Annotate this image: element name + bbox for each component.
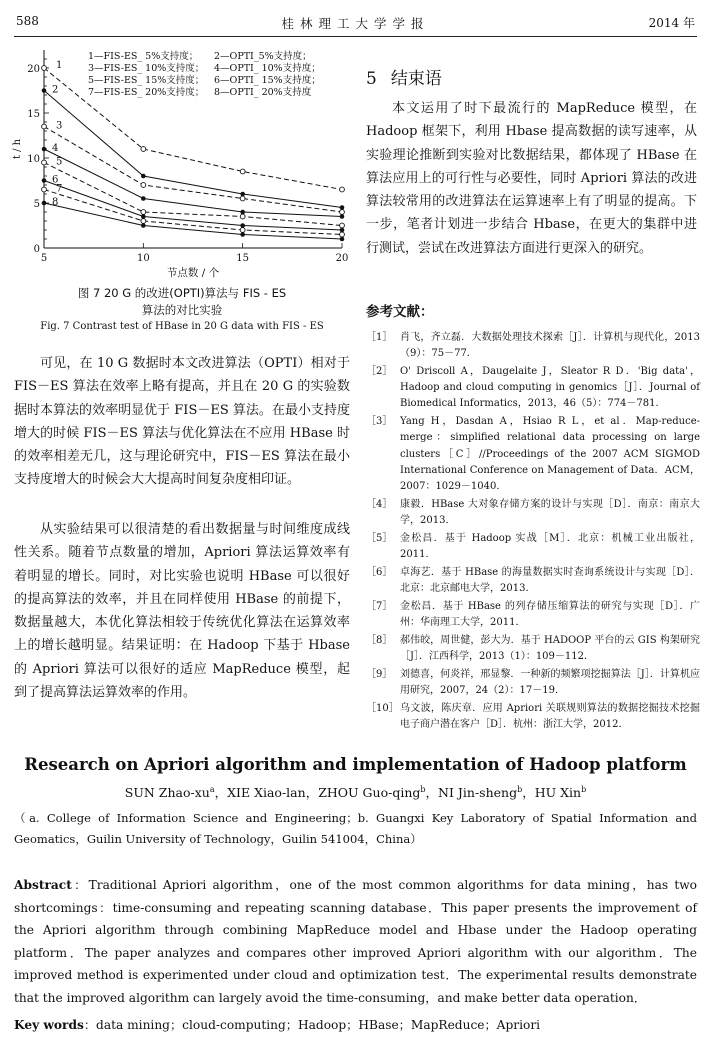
data-point	[141, 223, 146, 228]
y-axis-label: t / h	[12, 138, 23, 160]
section-heading	[366, 64, 456, 89]
data-point	[141, 174, 146, 179]
abstract-text: Traditional Apriori algorithm，one of the most common algorithms for data mining，has two shortcomings：time-consuming and repeating scanning database．This paper presents the improvement of the Apriori algorithm through combining MapReduce model and Hbase under the Hadoop operating platform．The paper analyzes and compares other improved Apriori algorithm with our algorithm．The improved method is experimented under cloud and optimization test．The experimental results demonstrate that the improved algorithm can largely avoid the time-consuming，and make better data operation．	[14, 878, 698, 1005]
data-point	[42, 187, 47, 192]
data-point	[141, 196, 146, 201]
series-label: 3	[56, 120, 63, 132]
reference-number: ［7］	[366, 600, 393, 612]
section-title: 结束语	[390, 69, 442, 89]
keywords-colon: ：	[83, 1018, 97, 1032]
abstract	[14, 874, 697, 1009]
reference-item	[366, 667, 700, 699]
keywords	[14, 1016, 697, 1033]
series-label: 4	[52, 143, 59, 154]
data-point	[240, 169, 245, 174]
series-label: 5	[56, 156, 63, 168]
data-point	[240, 210, 245, 215]
reference-number: ［3］	[366, 416, 393, 428]
author-affiliation-mark: b	[581, 784, 587, 794]
author-name: ZHOU Guo-qing	[318, 785, 421, 800]
x-tick-label: 5	[40, 253, 48, 264]
reference-number: ［9］	[366, 668, 393, 680]
chart-legend	[88, 50, 321, 98]
legend-entry: 6—OPTI_ 15%支持度；	[214, 75, 321, 86]
x-axis-label: 节点数 / 个	[166, 267, 220, 279]
data-point	[42, 66, 47, 71]
data-point	[340, 228, 345, 233]
x-tick-label: 10	[136, 253, 150, 264]
reference-item	[366, 364, 700, 413]
author-name: HU Xin	[534, 785, 582, 800]
series-label: 1	[56, 60, 63, 71]
data-point	[42, 124, 47, 129]
data-point	[42, 178, 47, 183]
data-point	[340, 205, 345, 210]
reference-text: 乌文波，陈庆章．应用 Apriori 关联规则算法的数据挖掘技术挖掘电子商户潜在客户［D］．杭州：浙江大学，2012．	[400, 702, 700, 731]
author-affiliation-mark: b	[517, 784, 523, 794]
reference-number: ［8］	[366, 634, 393, 646]
x-tick-label: 20	[335, 253, 349, 264]
reference-item	[366, 599, 700, 631]
series-label: 6	[52, 174, 59, 186]
reference-item	[366, 330, 700, 362]
data-point	[141, 147, 146, 152]
data-point	[240, 192, 245, 197]
keywords-text: data mining；cloud-computing；Hadoop；HBase；MapReduce；Apriori	[96, 1018, 541, 1032]
y-tick-label: 0	[33, 244, 40, 255]
reference-item	[366, 633, 700, 665]
reference-number: ［10］	[366, 702, 399, 714]
reference-item	[366, 497, 700, 529]
reference-list	[366, 330, 700, 735]
series-label: 7	[56, 183, 63, 195]
legend-entry: 1—FIS-ES_ 5%支持度；	[88, 51, 199, 62]
data-point	[340, 187, 345, 192]
reference-item	[366, 701, 700, 733]
data-point	[141, 214, 146, 219]
legend-entry: 4—OPTI_ 10%支持度；	[214, 63, 321, 74]
reference-text: 金松昌．基于 HBase 的列存储压缩算法的研究与实现［D］．广州：华南理工大学，2011．	[400, 600, 700, 629]
reference-text: 卓海艺．基于 HBase 的海量数据实时查询系统设计与实现［D］．北京：北京邮电大学，2013．	[400, 566, 700, 595]
data-point	[42, 201, 47, 206]
data-point	[240, 228, 245, 233]
series-line	[44, 163, 342, 226]
data-point	[340, 223, 345, 228]
body-paragraph-2: 从实验结果可以很清楚的看出数据量与时间维度成线性关系。随着节点数量的增加，Apriori 算法运算效率有着明显的增长。同时，对比实验也说明 HBase 可以很好的提高算法的效率，并且在同样使用 HBase 的前提下，数据量越大，本优化算法相较于传统优化算法在运算效率上的增长越明显。结果证明：在 Hadoop 下基于 Hbase 的 Apriori 算法可以很好的适应 MapReduce 模型，起到了提高算法运算效率的作用。	[14, 522, 350, 701]
header-rule	[14, 36, 697, 37]
affiliation: （a. College of Information Science and Engineering；b. Guangxi Key Laboratory of Spatial Information and Geomatics，Guilin University of Technology，Guilin 541004，China）	[14, 811, 697, 846]
x-tick-label: 15	[236, 253, 250, 264]
reference-number: ［5］	[366, 532, 393, 544]
keywords-label: Key words	[14, 1018, 84, 1032]
data-point	[141, 210, 146, 215]
author-affiliation-mark: b	[420, 784, 426, 794]
data-point	[340, 237, 345, 242]
legend-entry: 5—FIS-ES_ 15%支持度；	[88, 75, 205, 86]
author-list: SUN Zhao-$xu^a$，XIE Xiao-lan，ZHOU Guo-qing$^b$，NI Jin-sheng$^b$，HU Xin$^b$	[124, 784, 587, 800]
reference-text: 刘德喜，何炎祥，邢显黎．一种新的频繁项挖掘算法［J］．计算机应用研究，2007，24（2）：17－19．	[400, 668, 700, 697]
legend-entry: 8—OPTI_ 20%支持度	[214, 87, 312, 98]
reference-text: Yang H，Dasdan A，Hsiao R L，et al．Map-reduce-merge：simplified relational data processing on large clusters［C］//Proceedings of the 2007 ACM SIGMOD International Conference on Management of Data．ACM，2007：1029－1040．	[400, 416, 700, 493]
section-number: 5	[366, 69, 377, 89]
reference-item	[366, 565, 700, 597]
reference-item	[366, 531, 700, 563]
reference-number: ［4］	[366, 498, 393, 510]
header-year: 2014 年	[648, 16, 695, 30]
conclusion-paragraph: 本文运用了时下最流行的 MapReduce 模型，在 Hadoop 框架下，利用 Hbase 提高数据的读写速率，从实验理论推断到实验对比数据结果，都体现了 HBase 在算法应用上的可行性与必要性，同时 Apriori 算法的改进算法较常用的改进算法在运算速率上有了明显的提高。下一步，笔者计划进一步结合 Hbase，在更大的集群中进行测试，尝试在改进算法方面进行更深入的研究。	[366, 101, 697, 256]
reference-text: 金松昌．基于 Hadoop 实战［M］．北京：机械工业出版社，2011．	[400, 532, 700, 561]
body-paragraph-1: 可见，在 10 G 数据时本文改进算法（OPTI）相对于 FIS－ES 算法在效率上略有提高，并且在 20 G 的实验数据时本算法的效率明显优于 FIS－ES 算法。在最小支持度增大的时候 FIS－ES 算法与优化算法在不应用 HBase 时的效率相差无几，这与理论研究中，FIS－ES 算法在最小支持度增大的时候会大大提高时间复杂度相印证。	[14, 356, 350, 488]
y-tick-label: 5	[33, 199, 40, 210]
legend-entry: 7—FIS-ES_ 20%支持度；	[88, 87, 205, 98]
data-point	[240, 232, 245, 237]
legend-entry: 2—OPTI_5%支持度；	[214, 51, 312, 62]
data-point	[42, 88, 47, 93]
data-point	[42, 147, 47, 152]
references-heading: 参考文献：	[366, 304, 434, 320]
abstract-label: Abstract	[14, 878, 72, 892]
data-point	[141, 183, 146, 188]
journal-title: 桂林理工大学学报	[281, 16, 430, 31]
reference-text: O' Driscoll A，Daugelaite J，Sleator R D．'Big data'，Hadoop and cloud computing in genomics［J］．Journal of Biomedical Informatics，2013，46（5）：774－781．	[400, 366, 700, 410]
data-point	[240, 196, 245, 201]
series-label: 8	[52, 197, 59, 208]
line-chart	[10, 42, 355, 282]
series-line	[44, 91, 342, 208]
series-line	[44, 149, 342, 217]
series-label: 2	[52, 84, 59, 96]
data-point	[141, 219, 146, 224]
y-tick-label: 10	[27, 154, 40, 165]
data-point	[340, 214, 345, 219]
figure-caption-cn-line2: 算法的对比实验	[141, 303, 223, 317]
reference-text: 肖飞，齐立磊．大数据处理技术探索［J］．计算机与现代化，2013（9）：75－77．	[400, 332, 700, 360]
reference-number: ［1］	[366, 332, 393, 343]
author-name: XIE Xiao-lan	[227, 785, 306, 800]
reference-number: ［6］	[366, 566, 393, 578]
reference-item	[366, 414, 700, 495]
y-tick-label: 20	[27, 64, 40, 75]
y-tick-label: 15	[27, 109, 40, 120]
series-line	[44, 127, 342, 213]
reference-number: ［2］	[366, 366, 393, 377]
legend-entry: 3—FIS-ES_ 10%支持度；	[88, 63, 205, 74]
data-point	[42, 160, 47, 165]
abstract-colon: ：	[71, 878, 89, 892]
reference-text: 康毅．HBase 大对象存储方案的设计与实现［D］．南京：南京大学，2013．	[400, 498, 700, 527]
data-point	[340, 210, 345, 215]
data-point	[240, 214, 245, 219]
page-number: 588	[16, 14, 39, 28]
figure-caption-en: Fig. 7 Contrast test of HBase in 20 G data with FIS - ES	[40, 321, 324, 332]
data-point	[240, 223, 245, 228]
reference-text: 郝伟皎，周世健，彭大为．基于 HADOOP 平台的云 GIS 构架研究［J］．江西科学，2013（1）：109－112．	[400, 634, 700, 663]
author-name: SUN Zhao-xu	[124, 785, 210, 800]
author-name: NI Jin-sheng	[438, 785, 518, 800]
author-affiliation-mark: a	[209, 784, 215, 794]
figure-caption-cn-line1: 图 7 20 G 的改进(OPTI)算法与 FIS - ES	[77, 286, 287, 300]
data-point	[340, 232, 345, 237]
english-title: Research on Apriori algorithm and implementation of Hadoop platform	[24, 755, 687, 774]
